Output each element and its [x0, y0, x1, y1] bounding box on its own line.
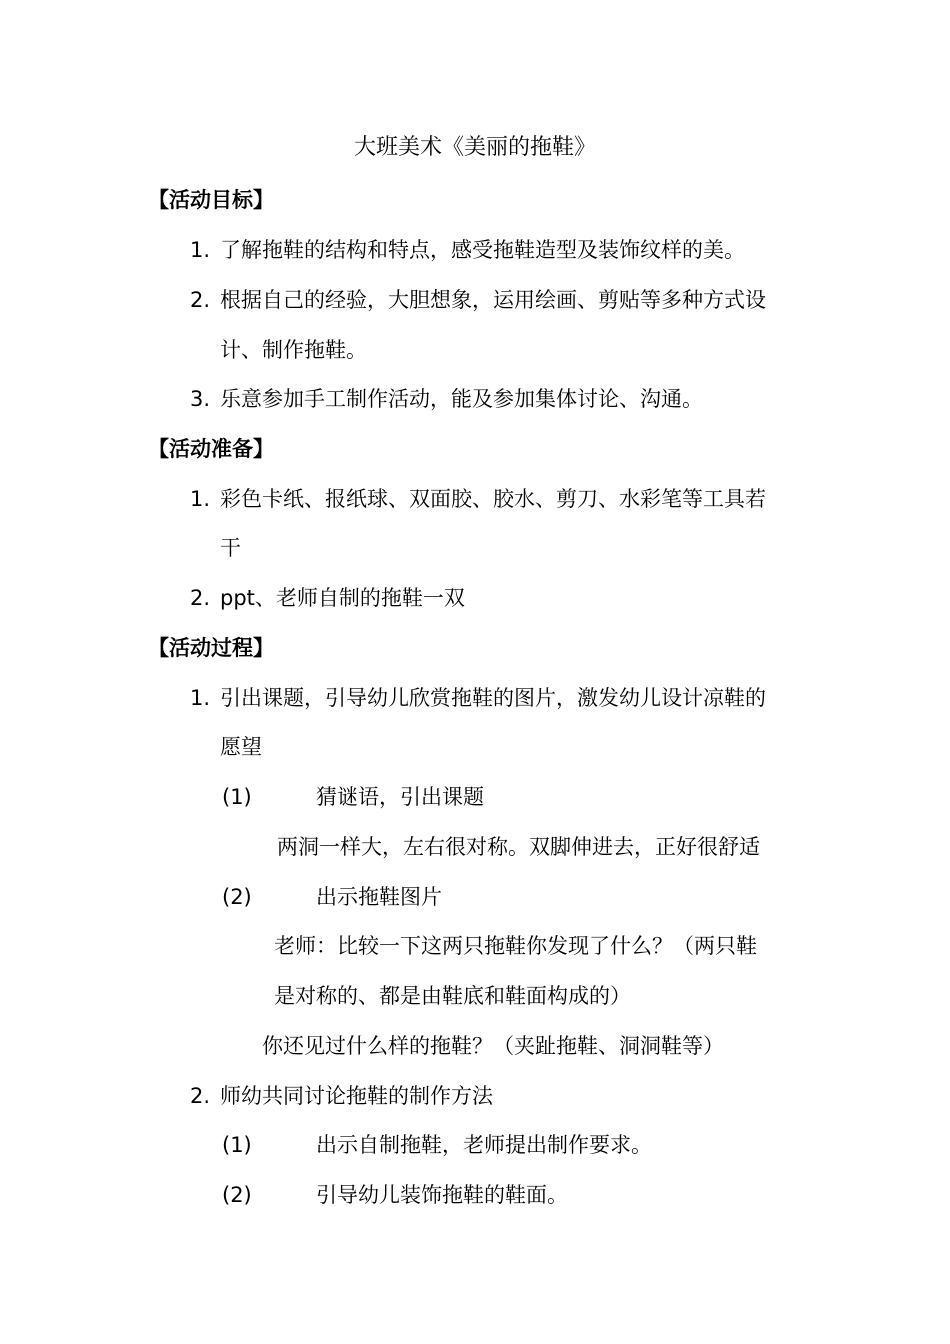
- step-1-text-line1: 引出课题，引导幼儿欣赏拖鞋的图片，激发幼儿设计凉鞋的: [220, 686, 766, 710]
- prep-1-text-line1: 彩色卡纸、报纸球、双面胶、胶水、剪刀、水彩笔等工具若: [220, 487, 766, 511]
- prep-1-text-line2: 干: [220, 536, 241, 560]
- step-2-sub-2-number: (2): [222, 1183, 252, 1207]
- riddle-text: 两洞一样大，左右很对称。双脚伸进去，正好很舒适: [277, 835, 760, 859]
- step-2-number: 2.: [190, 1084, 211, 1108]
- step-1-sub-2-number: (2): [222, 885, 252, 909]
- section-heading-prep: 【活动准备】: [148, 437, 274, 461]
- prep-2-number: 2.: [190, 586, 211, 610]
- step-2-text: 师幼共同讨论拖鞋的制作方法: [220, 1084, 493, 1108]
- step-1-sub-1-number: (1): [222, 785, 252, 809]
- section-heading-process: 【活动过程】: [148, 636, 274, 660]
- teacher-question-2: 你还见过什么样的拖鞋？（夹趾拖鞋、洞洞鞋等）: [262, 1034, 724, 1058]
- step-1-text-line2: 愿望: [220, 735, 262, 759]
- goal-2-number: 2.: [190, 288, 211, 312]
- prep-1-number: 1.: [190, 487, 211, 511]
- section-heading-goals: 【活动目标】: [148, 188, 274, 212]
- goal-2-text-line2: 计、制作拖鞋。: [220, 338, 367, 362]
- teacher-question-line1: 老师：比较一下这两只拖鞋你发现了什么？（两只鞋: [274, 934, 757, 958]
- goal-3-number: 3.: [190, 387, 211, 411]
- goal-1-text: 了解拖鞋的结构和特点，感受拖鞋造型及装饰纹样的美。: [220, 238, 745, 262]
- step-2-sub-2-text: 引导幼儿装饰拖鞋的鞋面。: [316, 1183, 568, 1207]
- step-1-sub-2-text: 出示拖鞋图片: [316, 885, 442, 909]
- prep-2-text: ppt、老师自制的拖鞋一双: [220, 586, 465, 610]
- step-2-sub-1-number: (1): [222, 1133, 252, 1157]
- step-1-number: 1.: [190, 686, 211, 710]
- document-title: 大班美术《美丽的拖鞋》: [353, 135, 596, 160]
- step-2-sub-1-text: 出示自制拖鞋，老师提出制作要求。: [316, 1133, 652, 1157]
- step-1-sub-1-text: 猜谜语，引出课题: [316, 785, 484, 809]
- goal-2-text-line1: 根据自己的经验，大胆想象，运用绘画、剪贴等多种方式设: [220, 288, 766, 312]
- teacher-question-line2: 是对称的、都是由鞋底和鞋面构成的）: [274, 984, 631, 1008]
- goal-3-text: 乐意参加手工制作活动，能及参加集体讨论、沟通。: [220, 387, 703, 411]
- goal-1-number: 1.: [190, 238, 211, 262]
